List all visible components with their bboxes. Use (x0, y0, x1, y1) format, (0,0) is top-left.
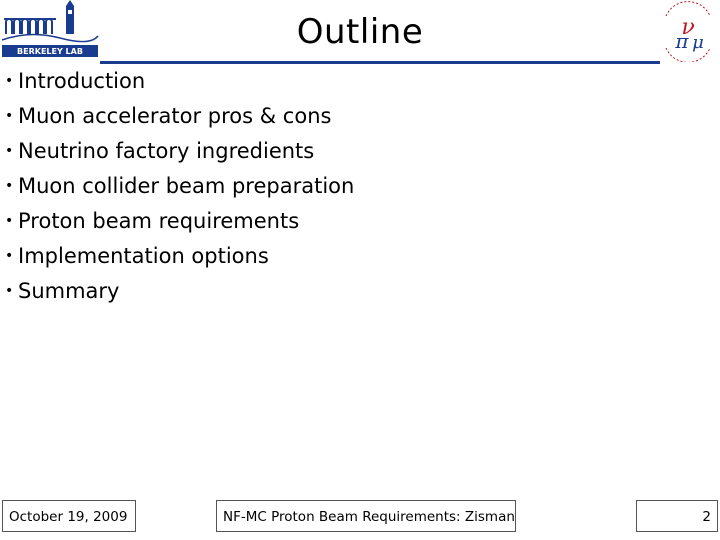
list-item (5, 239, 705, 274)
list-item (5, 169, 705, 204)
bullet-icon: • (5, 73, 14, 89)
bullet-icon: • (5, 178, 14, 194)
bullet-icon: • (5, 248, 14, 264)
list-item (5, 204, 705, 239)
list-item-text: Implementation options (18, 244, 269, 268)
svg-text:π: π (675, 29, 689, 53)
list-item (5, 274, 705, 309)
bullet-icon: • (5, 143, 14, 159)
list-item-text: Muon accelerator pros & cons (18, 104, 332, 128)
footer-date: October 19, 2009 (2, 500, 136, 532)
list-item-text: Summary (18, 279, 120, 303)
bullet-icon: • (5, 108, 14, 124)
footer-title: NF-MC Proton Beam Requirements: Zisman (216, 500, 516, 532)
neutrino-factory-muon-collider-logo-icon (658, 0, 718, 62)
svg-text:μ: μ (692, 32, 704, 53)
list-item (5, 64, 705, 99)
svg-text:ν: ν (681, 15, 695, 40)
list-item-text: Introduction (18, 69, 146, 93)
list-item-text: Proton beam requirements (18, 209, 300, 233)
bullet-icon: • (5, 283, 14, 299)
slide-footer (0, 500, 720, 532)
slide-title: Outline (296, 12, 424, 52)
outline-list (5, 64, 705, 309)
page-number: 2 (636, 500, 718, 532)
bullet-icon: • (5, 213, 14, 229)
list-item (5, 99, 705, 134)
list-item-text: Muon collider beam preparation (18, 174, 355, 198)
list-item (5, 134, 705, 169)
list-item-text: Neutrino factory ingredients (18, 139, 315, 163)
berkeley-lab-logo-text: BERKELEY LAB (17, 47, 83, 56)
